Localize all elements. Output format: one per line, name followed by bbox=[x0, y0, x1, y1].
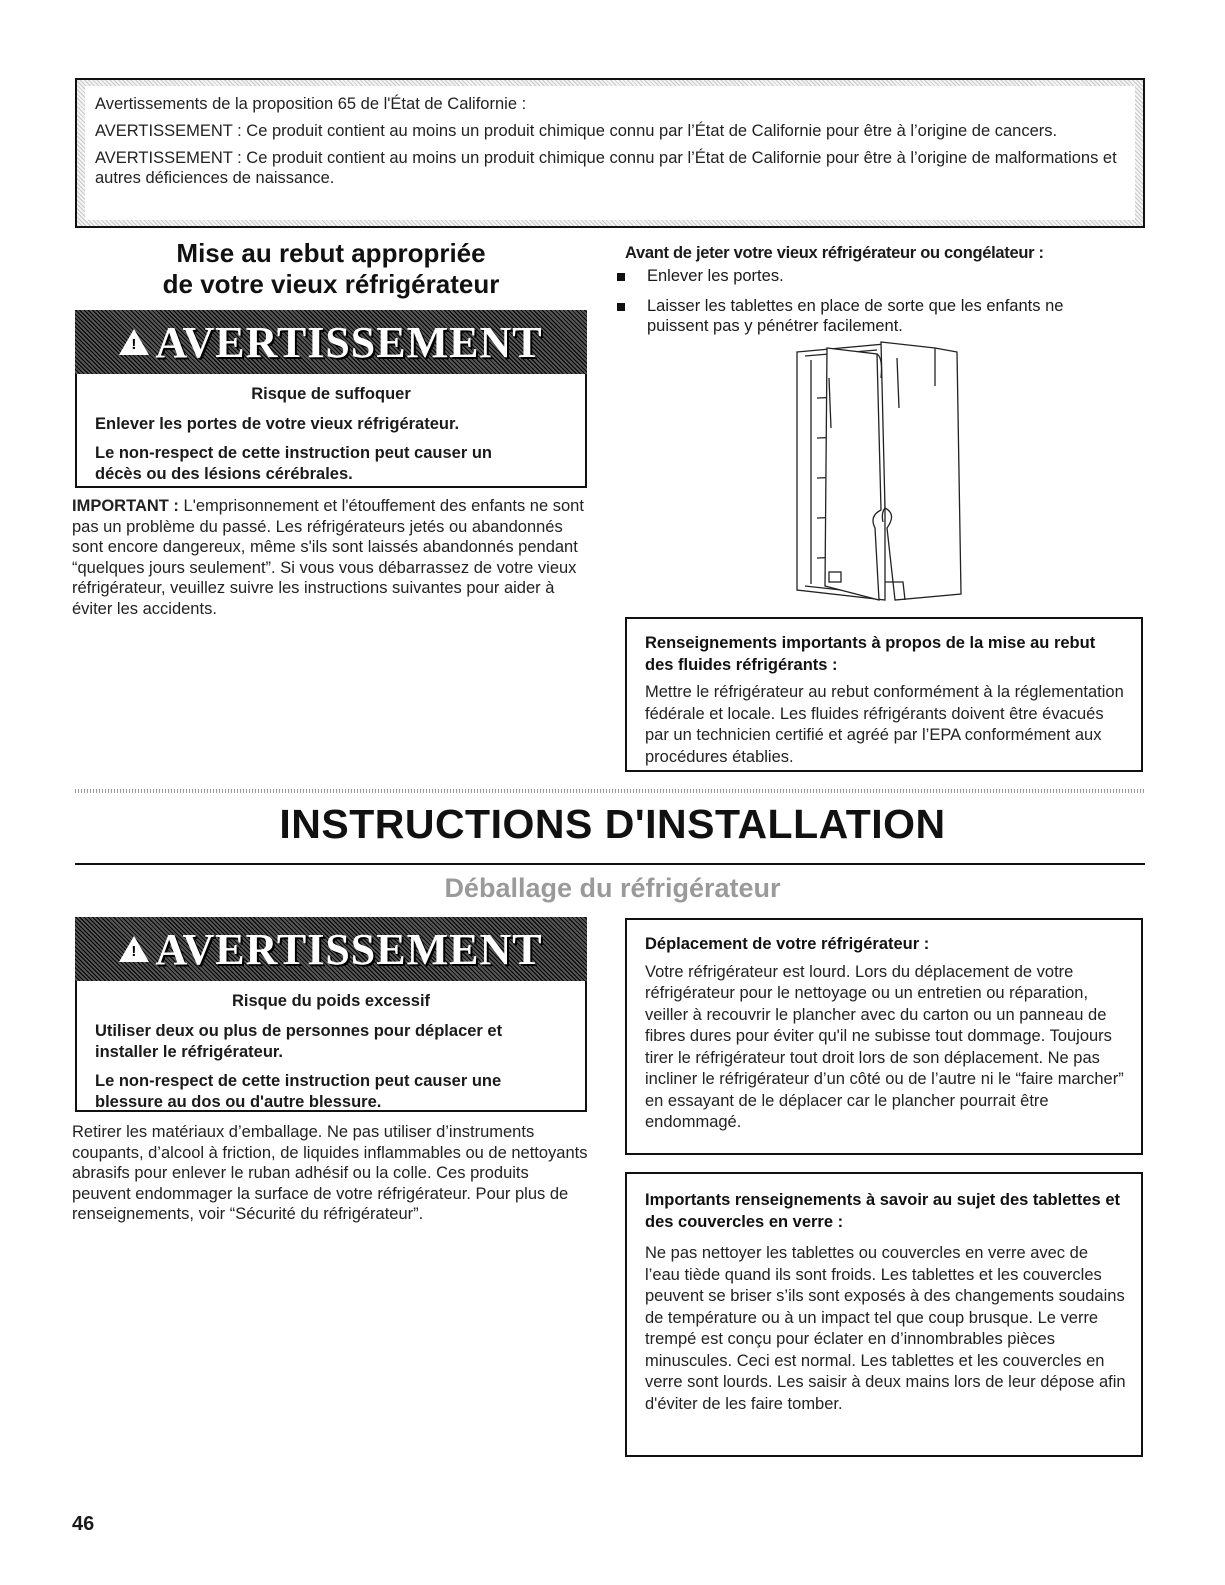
disposal-bullets bbox=[612, 266, 1122, 346]
warning-banner bbox=[75, 917, 587, 981]
glass-shelves-text: Ne pas nettoyer les tablettes ou couvercles en verre avec de l’eau tiède quand ils sont froids. Les tablettes et les couvercles peuvent se briser s’ils sont exposés à des changements soudains de température ou à un impact tel que coup brusque. Le verre trempé est conçu pour éclater en d’innombrables pièces minuscules. Ceci est normal. Les tablettes et les couvercles en verre sont lourds. Les saisir à deux mains lors de leur dépose afin d'éviter de les faire tomber. bbox=[645, 1244, 1126, 1413]
suffocation-warning-box bbox=[75, 310, 587, 488]
important-paragraph bbox=[72, 496, 592, 619]
section-divider bbox=[75, 789, 1145, 793]
warning-banner-label: AVERTISSEMENT bbox=[155, 317, 543, 367]
prop65-title: Avertissements de la proposition 65 de l'État de Californie : bbox=[95, 95, 527, 113]
warning-risk: Risque du poids excessif bbox=[231, 992, 431, 1010]
refrigerant-info-box bbox=[625, 617, 1143, 772]
unpacking-subtitle: Déballage du réfrigérateur bbox=[444, 873, 781, 903]
warning-triangle-icon: ! bbox=[119, 936, 149, 962]
warning-consequence: Le non-respect de cette instruction peut causer une blessure au dos ou d'autre blessure. bbox=[95, 1072, 502, 1111]
warning-risk: Risque de suffoquer bbox=[251, 385, 411, 403]
warning-triangle-icon: ! bbox=[119, 329, 149, 355]
before-disposal-heading: Avant de jeter votre vieux réfrigérateur ou congélateur : bbox=[625, 244, 1044, 262]
important-text: L'emprisonnement et l'étouffement des enfants ne sont pas un problème du passé. Les réfrigérateurs jetés ou abandonnés sont encore dangereux, même s'ils sont laissés abandonnés pendant “quelques jours seulement”. Si vous vous débarrassez de votre vieux réfrigérateur, veuillez suivre les instructions suivantes pour aider à éviter les accidents. bbox=[72, 497, 584, 618]
glass-shelves-info-box bbox=[625, 1172, 1143, 1457]
warning-instruction: Enlever les portes de votre vieux réfrigérateur. bbox=[95, 415, 460, 433]
warning-consequence: Le non-respect de cette instruction peut causer un décès ou des lésions cérébrales. bbox=[95, 444, 492, 483]
disposal-title-line1: Mise au rebut appropriée bbox=[176, 238, 486, 268]
warning-banner-label: AVERTISSEMENT bbox=[155, 924, 543, 974]
refrigerant-heading: Renseignements importants à propos de la mise au rebut des fluides réfrigérants : bbox=[645, 634, 1096, 674]
refrigerant-text: Mettre le réfrigérateur au rebut conformément à la réglementation fédérale et locale. Les fluides réfrigérants doivent être évacués par un technicien certifié et agréé par l’EPA conformément aux procédures établies. bbox=[645, 683, 1124, 766]
disposal-title bbox=[75, 238, 587, 300]
prop65-warning-birth: AVERTISSEMENT : Ce produit contient au moins un produit chimique connu par l’État de Californie pour être à l’origine de malformations et autres déficiences de naissance. bbox=[95, 149, 1117, 187]
bullet-item: Enlever les portes. bbox=[612, 266, 1122, 287]
weight-warning-box bbox=[75, 917, 587, 1112]
moving-heading: Déplacement de votre réfrigérateur : bbox=[645, 935, 930, 953]
refrigerator-doors-removed-illustration bbox=[785, 338, 970, 608]
warning-instruction: Utiliser deux ou plus de personnes pour déplacer et installer le réfrigérateur. bbox=[95, 1022, 503, 1061]
bullet-item: Laisser les tablettes en place de sorte que les enfants ne puissent pas y pénétrer facilement. bbox=[612, 296, 1122, 337]
important-label: IMPORTANT : bbox=[72, 497, 179, 515]
moving-info-box bbox=[625, 918, 1143, 1155]
prop65-box bbox=[75, 78, 1145, 228]
prop65-warning-cancer: AVERTISSEMENT : Ce produit contient au moins un produit chimique connu par l’État de Californie pour être à l’origine de cancers. bbox=[95, 122, 1058, 140]
unpacking-paragraph: Retirer les matériaux d’emballage. Ne pas utiliser d’instruments coupants, d’alcool à friction, de liquides inflammables ou de nettoyants abrasifs pour enlever le ruban adhésif ou la colle. Ces produits peuvent endommager la surface de votre réfrigérateur. Pour plus de renseignements, voir “Sécurité du réfrigérateur”. bbox=[72, 1123, 588, 1223]
title-rule bbox=[75, 863, 1145, 865]
page-number: 46 bbox=[72, 1513, 95, 1535]
warning-banner bbox=[75, 310, 587, 374]
glass-shelves-heading: Importants renseignements à savoir au sujet des tablettes et des couvercles en verre : bbox=[645, 1191, 1120, 1231]
moving-text: Votre réfrigérateur est lourd. Lors du déplacement de votre réfrigérateur pour le nettoyage ou un entretien ou réparation, veiller à recouvrir le plancher avec du carton ou un panneau de fibres dures pour éviter qu'il ne subisse tout dommage. Toujours tirer le réfrigérateur tout droit lors de son déplacement. Ne pas incliner le réfrigérateur d’un côté ou de l’autre ni le “faire marcher” en essayant de le déplacer car le plancher pourrait être endommagé. bbox=[645, 962, 1124, 1131]
installation-title: INSTRUCTIONS D'INSTALLATION bbox=[279, 801, 946, 847]
disposal-title-line2: de votre vieux réfrigérateur bbox=[162, 269, 500, 299]
